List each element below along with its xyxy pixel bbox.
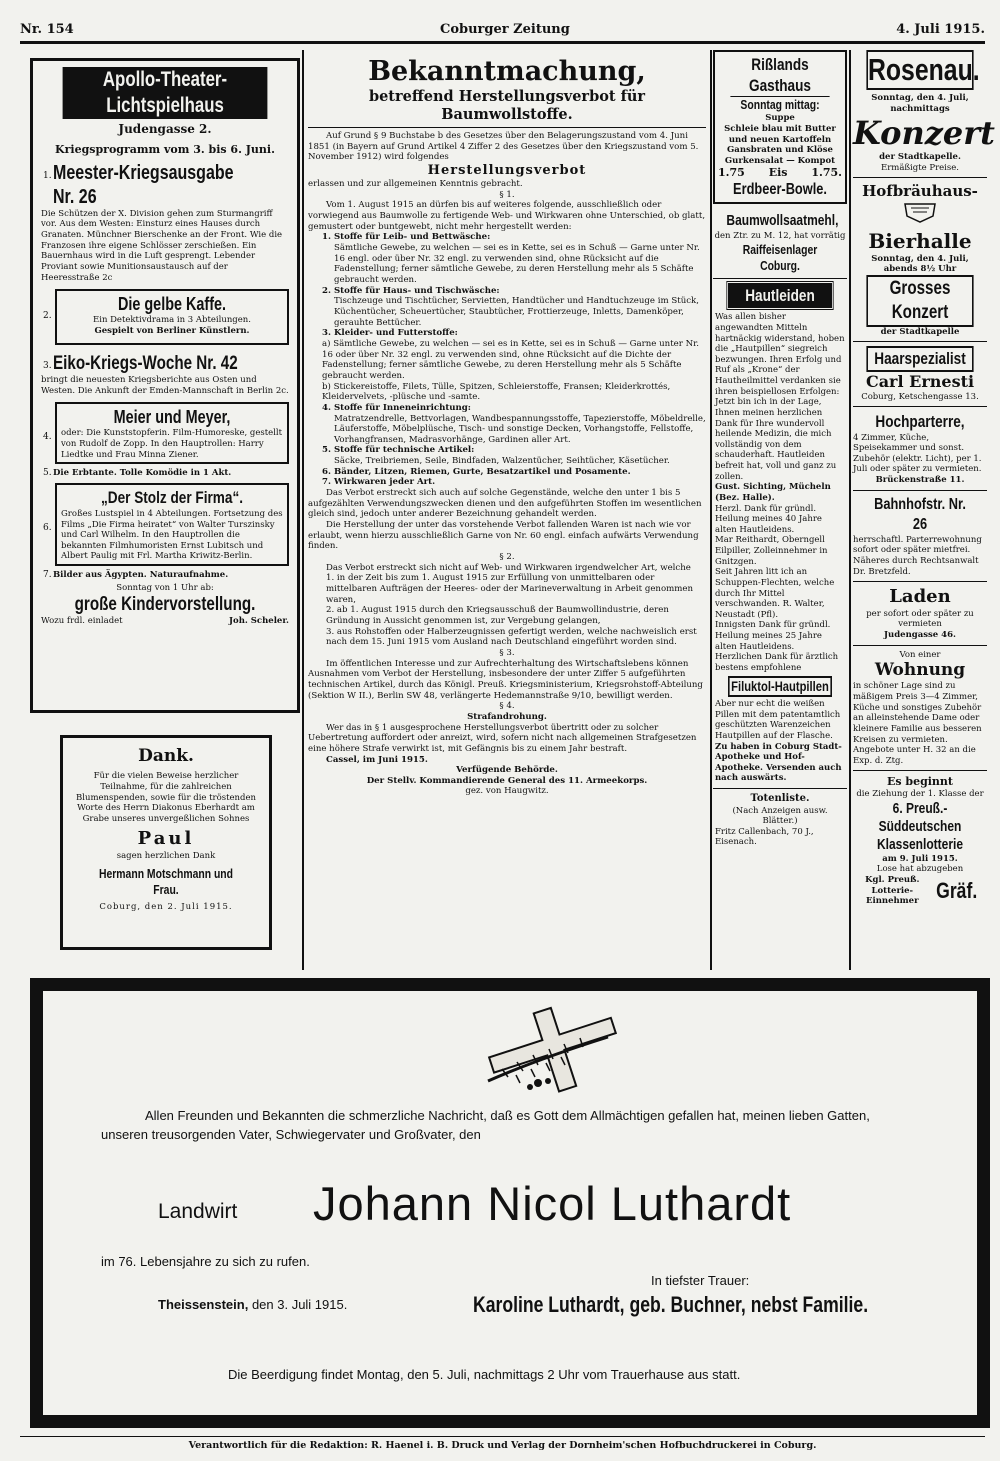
apollo-item-5: Die Erbtante. Tolle Komödie in 1 Akt. — [53, 468, 232, 479]
item-number: 7. — [43, 570, 52, 580]
laden-text: per sofort oder später zu vermieten — [866, 608, 974, 630]
hs-title: Haarspezialist — [866, 346, 973, 371]
notice-p4a: 1. in der Zeit bis zum 1. August 1915 zur Erfüllung von unmittelbaren oder mittelbaren Aufträgen der Heeres- oder der Marineverwaltung in Arbeit genommen waren, — [326, 573, 694, 605]
bw-title: Baumwollsaatmehl, — [726, 212, 839, 230]
notice-p4b: 2. ab 1. August 1915 durch den Kriegsausschuß der Baumwollindustrie, deren Gründung in Aussicht genommen ist, zur Vergebung gelangen, — [326, 605, 669, 626]
laden-title: Laden — [889, 586, 951, 608]
notice-heading: Herstellungsverbot — [427, 162, 587, 178]
apollo-invite: Wozu frdl. einladet — [41, 616, 123, 627]
baumwollsaatmehl-ad — [713, 204, 847, 279]
notice-column — [308, 56, 706, 966]
dank-title: Dank. — [138, 746, 194, 766]
tot-line-1: Fritz Callenbach, 70 J., Eisenach. — [715, 826, 814, 848]
item-2-text: Tischzeuge und Tischtücher, Servietten, Handtücher und Handtuchzeuge im Stück, Küchentücher, Scheuertücher, Staubtücher, Frottierzeuge, Inletts, Damenköper, gerauhte Bettücher. — [334, 296, 699, 328]
item-number: 2. — [43, 311, 52, 322]
rg-bowle: Erdbeer-Bowle. — [733, 181, 827, 199]
dank-place: Coburg, den 2. Juli 1915. — [99, 902, 233, 912]
apollo-item-7: Bilder aus Ägypten. Naturaufnahme. — [53, 570, 229, 580]
rg-ice: Eis — [768, 166, 788, 180]
laden-address: Judengasse 46. — [884, 629, 956, 640]
apollo-item-6-title: „Der Stolz der Firma“. — [100, 487, 244, 507]
section-3: § 3. — [499, 647, 515, 658]
issue-number: Nr. 154 — [20, 22, 74, 37]
notice-signature: gez. von Haugwitz. — [465, 786, 549, 797]
item-5-text: Säcke, Treibriemen, Seile, Bindfaden, Walzentücher, Seihtücher, Käsetücher. — [334, 456, 670, 467]
rosenau-konzert: Konzert — [853, 114, 995, 153]
rosenau-ad — [853, 50, 995, 178]
apollo-item-1-text: Die Schützen der X. Division gehen zum Sturmangriff vor. Aus dem Westen: Einsturz eines Hauses durch Granaten. Münchner Bierschenke an der Front. Wie die Franzosen ihre eigene Schlösser zerschießen. Ein Bauernhaus wird in die Luft gesprengt. Lebender Proviant sowie Munitionsaustausch auf der Heeresstraße 2c — [41, 208, 283, 283]
hb-halle: Bierhalle — [868, 228, 972, 253]
hp-text: 4 Zimmer, Küche, Speisekammer und sonst. Zubehör (elektr. Licht), per 1. Juli oder später zu vermieten. — [853, 432, 982, 475]
newspaper-title: Coburger Zeitung — [440, 22, 570, 37]
apollo-sunday: Sonntag von 1 Uhr ab: — [116, 582, 214, 593]
hb-title: Hofbräuhaus- — [862, 181, 978, 200]
notice-subtitle: betreffend Herstellungsverbot für Baumwollstoffe. — [308, 88, 706, 128]
apollo-program: Kriegsprogramm vom 3. bis 6. Juni. — [55, 143, 275, 156]
filuktol-text: Aber nur echt die weißen Pillen mit dem patentamtlich geschützten Warenzeichen Hautpillen auf der Flasche. — [715, 699, 841, 741]
issue-date: 4. Juli 1915. — [896, 22, 985, 37]
notice-place: Cassel, im Juni 1915. — [326, 754, 428, 765]
wo-text: in schöner Lage sind zu mäßigem Preis 3—4 Zimmer, Küche und sonstiges Zubehör an alleinstehende Dame oder kleinere Familie aus besseren Kreisen zu vermieten. Angebote unter H. 32 an die Exp. d. Ztg. — [853, 681, 982, 766]
totenliste — [713, 789, 847, 852]
hs-name: Carl Ernesti — [865, 371, 975, 391]
hl-text-6: Herzlichen Dank für ärztlich bestens empfohlene — [715, 652, 839, 673]
hochparterre-ad — [853, 407, 987, 490]
notice-p2: Das Verbot erstreckt sich auch auf solche Gegenstände, welche den unter 1 bis 5 aufgezählten Verwendungszwecken dienen und den aufgeführten Stoffen im wesentlichen gleich sind, jedoch unter anderer Bezeichnung gehandelt werden. — [308, 488, 702, 520]
dank-notice — [60, 735, 272, 950]
notice-p6: Wer das in § 1 ausgesprochene Herstellungsverbot übertritt oder zu solcher Uebertretung auffordert oder anreizt, wird, sofern nicht nach allgemeinen Strafgesetzen eine höhere Strafe verwirkt ist, mit Gefängnis bis zu einem Jahr bestraft. — [308, 722, 697, 754]
rg-line-1: Schleie blau mit Butter und neuen Kartoffeln — [724, 123, 836, 145]
notice-intro-2: erlassen und zur allgemeinen Kenntnis gebracht. — [308, 179, 523, 190]
apollo-item-3-title: Eiko-Kriegs-Woche Nr. 42 — [53, 353, 238, 375]
lot-date: am 9. Juli 1915. — [882, 853, 958, 864]
lot-signer-1: Kgl. Preuß. Lotterie-Einnehmer — [865, 875, 920, 907]
tot-title: Totenliste. — [750, 793, 810, 804]
obit-place: Theissenstein, — [158, 1297, 249, 1312]
apollo-item-2-line2: Gespielt von Berliner Künstlern. — [94, 325, 250, 336]
item-6: 6. Bänder, Litzen, Riemen, Gurte, Besatzartikel und Posamente. — [322, 466, 631, 477]
hl-text: Was allen bisher angewandten Mitteln hartnäckig widerstand, hoben die „Hautpillen“ siegreich bezwungen. Ihren Erfolg und Ruf als „Krone“ der Hautheilmittel verdanken sie ihren beispiellosen Erfolgen: Jetzt bin ich in der Lage, Ihnen meinen herzlichen Dank für Ihre wundervoll heilende Medizin, die mich vollständig von dem schauderhaft. Hautleiden befreit hat, voll und ganz zu zollen. — [715, 312, 845, 482]
wohnung-ad — [853, 646, 987, 772]
apollo-item-2-title: Die gelbe Kaffe. — [117, 294, 227, 315]
haarspezialist-ad — [853, 342, 987, 407]
rosenau-title: Rosenau. — [866, 50, 973, 90]
obit-name: Johann Nicol Luthardt — [313, 1177, 792, 1230]
hl-signer-1: Gust. Sichting, Mücheln (Bez. Halle). — [715, 482, 831, 503]
bh-text: herrschaftl. Parterrewohnung sofort oder später mietfrei. Näheres durch Rechtsanwalt Dr. Bretzfeld. — [853, 534, 982, 577]
rg-soup: Suppe — [765, 113, 795, 124]
obit-text-2: unseren treusorgenden Vater, Schwiegervater und Großvater, den — [101, 1127, 481, 1142]
obit-funeral: Die Beerdigung findet Montag, den 5. Juli, nachmittags 2 Uhr vom Trauerhause aus statt. — [228, 1367, 741, 1382]
wo-pre: Von einer — [899, 649, 941, 660]
apollo-item-1-title: Meester-Kriegsausgabe Nr. 26 — [53, 161, 234, 208]
hb-line-1: Sonntag, den 4. Juli, abends 8½ Uhr — [871, 253, 969, 275]
notice-general: Der Stellv. Kommandierende General des 11. Armeekorps. — [366, 775, 648, 786]
lotterie-ad — [853, 771, 987, 911]
item-3a-text: a) Sämtliche Gewebe, zu welchen — sei es in Kette, sei es in Schuß — Garne unter Nr. 16 oder über Nr. 32 engl. zu verwenden sind, ohne Rücksicht auf die Dichte der Fadenstellung; ferner sämtliche Gewebe, zu deren Herstellung mehr als 5 Schäfte gebraucht werden. — [322, 338, 699, 381]
item-7: 7. Wirkwaren jeder Art. — [322, 477, 436, 488]
hofbraeuhaus-ad — [853, 178, 987, 343]
obit-signer: Karoline Luthardt, geb. Buchner, nebst Familie. — [473, 1292, 869, 1317]
bahnhofstrasse-ad — [853, 491, 987, 583]
item-number: 5. — [43, 468, 52, 479]
item-number: 6. — [43, 522, 52, 533]
notice-p4c: 3. aus Rohstoffen oder Halberzeugnissen gefertigt werden, welche nachweislich erst nach dem 15. Juni 1915 vom Ausland nach Deutschland eingeführt worden sind. — [326, 626, 697, 648]
section-1: § 1. — [499, 189, 515, 200]
cross-with-palm-icon — [468, 999, 638, 1099]
lot-title: 6. Preuß.-Süddeutschen Klassenlotterie — [876, 799, 964, 853]
section-4: § 4. — [499, 701, 515, 712]
apollo-item-2-line1: Ein Detektivdrama in 3 Abteilungen. — [93, 315, 251, 326]
bw-line-2: Raiffeisenlager Coburg. — [742, 241, 818, 273]
dank-name: Paul — [137, 828, 195, 850]
notice-authority: Verfügende Behörde. — [456, 765, 558, 776]
notice-intro: Auf Grund § 9 Buchstabe b des Gesetzes über den Belagerungszustand vom 4. Juni 1851 (in Bayern auf Grund Artikel 4 Ziffer 2 des Gesetzes über den Kriegszustand vom 5. November 1912) wird folgendes — [308, 131, 699, 163]
hb-line-2: der Stadtkapelle — [880, 326, 960, 337]
hs-address: Coburg, Ketschengasse 13. — [861, 391, 979, 402]
lot-line-2: Lose hat abzugeben — [876, 864, 964, 875]
rg-line-3: Gurkensalat — Kompot — [724, 155, 836, 166]
dank-signer: Hermann Motschmann und Frau. — [98, 865, 234, 897]
apollo-item-4-title: Meier und Meyer, — [113, 407, 231, 428]
masthead — [20, 22, 985, 40]
item-1-text: Sämtliche Gewebe, zu welchen — sei es in Kette, sei es in Schuß — Garne unter Nr. 16 engl. oder über Nr. 32 engl. zu verwenden sind, ohne Rücksicht auf die Fadenstellung; ferner sämtliche Gewebe, zu deren Herstellung mehr als 5 Schäfte gebraucht werden. — [334, 243, 700, 285]
hl-text-4: Seit Jahren litt ich an Schuppen-Flechten, welche durch Ihr Mittel verschwanden. R. Walter, Neustadt (Pfl). — [715, 567, 835, 620]
item-number: 3. — [43, 361, 52, 372]
item-5-head: 5. Stoffe für technische Artikel: — [322, 445, 475, 456]
apollo-item-3-text: bringt die neuesten Kriegsberichte aus Osten und Westen. Die Ankunft der Emden-Mannschaft in Berlin 2c. — [41, 375, 289, 396]
section-2: § 2. — [499, 552, 515, 563]
rosenau-line-1: Sonntag, den 4. Juli, nachmittags — [871, 93, 969, 114]
rissland-gasthaus-ad — [713, 50, 847, 204]
obit-date: den 3. Juli 1915. — [251, 1297, 348, 1312]
ads-column-3 — [713, 50, 847, 968]
rg-price-1: 1.75 — [718, 166, 745, 180]
footer-rule — [20, 1436, 985, 1437]
wo-title: Wohnung — [874, 660, 966, 681]
tot-sub: (Nach Anzeigen ausw. Blätter.) — [732, 805, 828, 827]
obituary — [30, 978, 990, 1428]
item-3-head: 3. Kleider- und Futterstoffe: — [322, 328, 458, 339]
item-number: 1. — [43, 170, 52, 181]
obit-age: im 76. Lebensjahre zu sich zu rufen. — [101, 1254, 310, 1269]
crest-icon — [853, 200, 987, 224]
lot-head: Es beginnt — [886, 775, 954, 789]
obit-mourning: In tiefster Trauer: — [651, 1273, 750, 1288]
item-4-head: 4. Stoffe für Inneneinrichtung: — [322, 402, 471, 413]
notice-p3: Die Herstellung der unter das vorstehende Verbot fallenden Waren ist nach wie vor erlaubt, wenn hierzu ausschließlich Garne von Nr. 60 engl. einfach aufwärts Verwendung finden. — [308, 520, 699, 552]
column-rule — [710, 50, 712, 970]
apollo-title: Apollo-Theater-Lichtspielhaus — [63, 67, 268, 119]
apollo-item-4-text: oder: Die Kunststopferin. Film-Humoreske, gestellt von Rudolf de Zopp. In den Hauptrollen: Harry Liedtke und Frau Minna Ziener. — [61, 428, 283, 460]
filuktol-buy: Zu haben in Coburg Stadt-Apotheke und Hof-Apotheke. Versenden auch nach auswärts. — [715, 741, 842, 784]
apollo-signer: Joh. Scheler. — [229, 616, 289, 627]
ads-column-4 — [853, 50, 995, 968]
rg-line-2: Gansbraten und Klöse — [727, 145, 833, 156]
item-2-head: 2. Stoffe für Haus- und Tischwäsche: — [322, 285, 500, 296]
apollo-kids-show: große Kindervorstellung. — [74, 594, 256, 616]
hl-signer-2: Mar Reithardt, Oberngell — [715, 535, 825, 546]
apollo-item-6-text: Großes Lustspiel in 4 Abteilungen. Fortsetzung des Films „Die Firma heiratet“ von Walter Turszinsky und Carl Wilhelm. In den Hauptrollen die bekannten Filmhumoristen Ernst Lubitsch und Albert Paulig mit Frl. Martha Kriwitz-Berlin. — [61, 508, 283, 562]
lot-text: die Ziehung der 1. Klasse der — [856, 789, 984, 800]
apollo-theater-ad — [30, 58, 300, 713]
rg-price-2: 1.75. — [811, 166, 842, 180]
hl-text-3: Eilpiller, Zolleinnehmer in Gnitzgen. — [715, 546, 828, 567]
hl-text-5: Innigsten Dank für gründl. Heilung meines 25 Jahre alten Hautleidens. — [715, 620, 831, 652]
obit-title-prefix: Landwirt — [158, 1200, 238, 1223]
item-4-text: Matratzendrelle, Bettvorlagen, Wandbespannungsstoffe, Tapezierstoffe, Möbeldrelle, Läuferstoffe, Möbelplüsche, Tisch- und sonstige Decken, Vorhangstoffe, Fellstoffe, Vorhangfransen, Madrasvorhänge, Gardinen aller Art. — [334, 413, 706, 445]
filuktol-title: Filuktol-Hautpillen — [728, 676, 832, 698]
item-3b-text: b) Stickereistoffe, Filets, Tülle, Spitzen, Schleierstoffe, Fransen; Kleiderkrottés, Kleidervelvets, -plüsche und -samte. — [322, 381, 671, 403]
obit-text-1: Allen Freunden und Bekannten die schmerzliche Nachricht, daß es Gott dem Allmächtigen gefallen hat, meinen lieben Gatten, — [145, 1108, 870, 1123]
hautleiden-ad — [713, 279, 847, 789]
notice-p1: Vom 1. August 1915 an dürfen bis auf weiteres folgende, ausschließlich oder vorwiegend aus Baumwolle zu fertigende Web- und Wirkwaren ohne Unterschied, ob glatt, gemustert oder buntgewebt, nicht mehr hergestellt werden: — [308, 200, 706, 232]
rosenau-line-3: Ermäßigte Preise. — [880, 162, 959, 173]
imprint: Verantwortlich für die Redaktion: R. Haenel i. B. Druck und Verlag der Dornheim'schen Hofbuchdruckerei in Coburg. — [188, 1440, 817, 1451]
notice-title: Bekanntmachung, — [368, 56, 646, 87]
column-rule — [302, 50, 304, 970]
dank-thanks: sagen herzlichen Dank — [116, 850, 216, 861]
notice-p4: Das Verbot erstreckt sich nicht auf Web- und Wirkwaren irgendwelcher Art, welche — [326, 562, 691, 573]
bw-line-1: den Ztr. zu M. 12, hat vorrätig — [714, 230, 846, 241]
lot-signer-2: Gräf. — [936, 878, 978, 904]
penalty-heading: Strafandrohung. — [467, 711, 547, 722]
hb-konzert: Grosses Konzert — [866, 275, 973, 327]
rosenau-line-2: der Stadtkapelle. — [879, 152, 961, 163]
dank-text: Für die vielen Beweise herzlicher Teilnahme, für die zahlreichen Blumenspenden, sowie für die tröstenden Worte des Herrn Diakonus Eberhardt am Grabe unseres unvergeßlichen Sohnes — [76, 771, 256, 824]
apollo-address: Judengasse 2. — [118, 122, 212, 136]
header-rule — [20, 41, 985, 44]
hl-text-2: Herzl. Dank für gründl. Heilung meines 40 Jahre alten Hautleidens. — [715, 503, 822, 535]
laden-ad — [853, 582, 987, 645]
item-1-head: 1. Stoffe für Leib- und Bettwäsche: — [322, 232, 491, 243]
rg-title: Rißlands Gasthaus — [730, 54, 829, 97]
bh-title: Bahnhofstr. Nr. 26 — [874, 495, 966, 533]
item-number: 4. — [43, 432, 52, 443]
notice-p5: Im öffentlichen Interesse und zur Aufrechterhaltung des Wirtschaftslebens können Ausnahmen vom Verbot der Herstellung, insbesondere der unter Ziffer 5 aufgeführten technischen Artikel, durch das Königl. Preuß. Kriegsministerium, Kriegsrohstoff-Abteilung (Sektion W II.), Berlin SW 48, verlängerte Hedemannstraße 9/10, bewilligt werden. — [308, 658, 703, 701]
hp-title: Hochparterre, — [875, 412, 965, 432]
rg-sunday: Sonntag mittag: — [740, 97, 820, 112]
hp-address: Brückenstraße 11. — [875, 475, 965, 485]
column-rule — [849, 50, 851, 970]
hl-title: Hautleiden — [728, 283, 832, 308]
